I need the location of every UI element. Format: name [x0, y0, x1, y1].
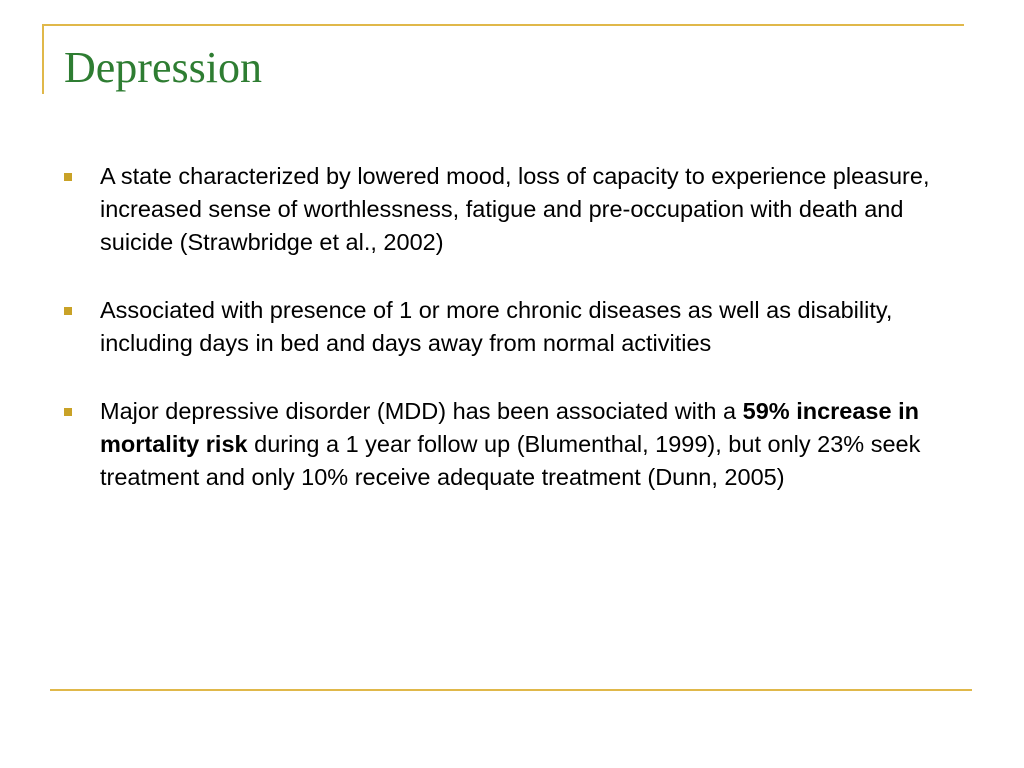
bottom-frame-line — [50, 689, 972, 691]
top-frame-line — [42, 24, 964, 26]
bullet-list — [62, 160, 962, 529]
bullet-text — [100, 398, 920, 490]
square-bullet-icon — [64, 408, 72, 416]
square-bullet-icon — [64, 307, 72, 315]
bullet-item — [62, 160, 962, 259]
bullet-text-after: during a 1 year follow up (Blumenthal, 1999), but only 23% seek treatment and only 10% receive adequate treatment (Dunn, 2005) — [100, 431, 921, 490]
bullet-text-emphasis: 59% increase in mortality risk — [100, 398, 919, 457]
bullet-text: Associated with presence of 1 or more chronic diseases as well as disability, including days in bed and days away from normal activities — [100, 297, 893, 356]
bullet-item — [62, 294, 962, 360]
slide-title: Depression — [64, 43, 262, 92]
left-frame-line — [42, 24, 44, 94]
bullet-text-before: Major depressive disorder (MDD) has been associated with a — [100, 398, 743, 424]
bullet-text: A state characterized by lowered mood, loss of capacity to experience pleasure, increased sense of worthlessness, fatigue and pre-occupation with death and suicide (Strawbridge et al., 2002) — [100, 163, 930, 255]
square-bullet-icon — [64, 173, 72, 181]
bullet-item — [62, 395, 962, 494]
